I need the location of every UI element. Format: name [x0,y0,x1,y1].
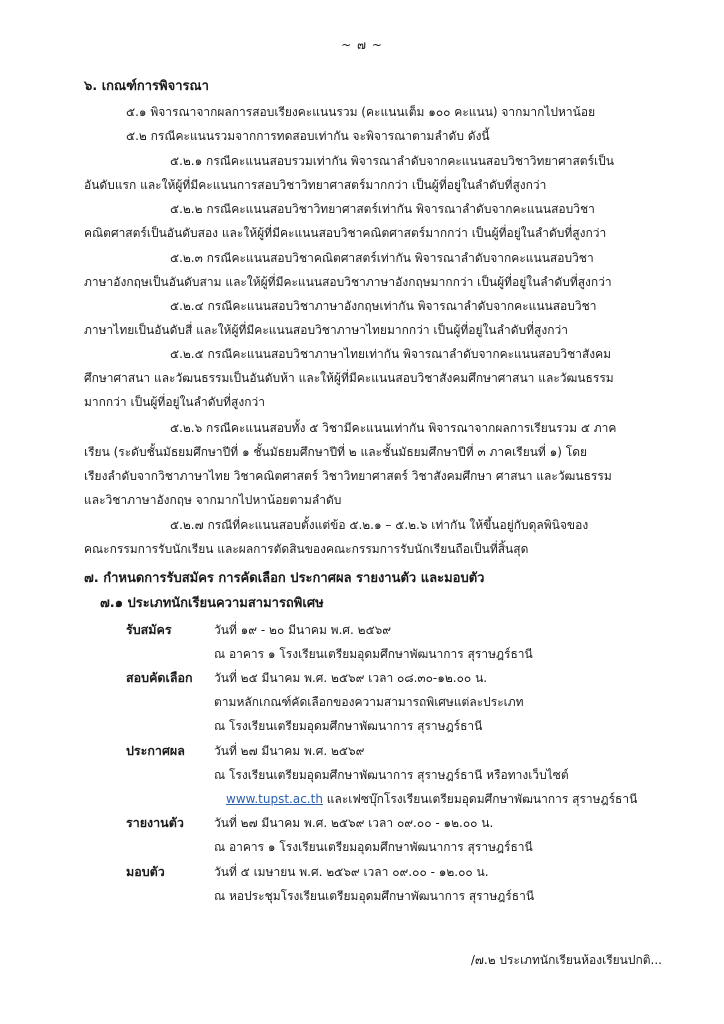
criterion-7-line-1: ๕.๒.๗ กรณีที่คะแนนสอบตั้งแต่ข้อ ๕.๒.๑ – ๕.๒.๖ เท่ากัน ให้ขึ้นอยู่กับดุลพินิจของ [170,518,589,532]
section-7-1-heading: ๗.๑ ประเภทนักเรียนความสามารถพิเศษ [100,596,324,611]
item-5-1: ๕.๑ พิจารณาจากผลการสอบเรียงคะแนนรวม (คะแนนเต็ม ๑๐๐ คะแนน) จากมากไปหาน้อย [126,105,596,119]
schedule-report-date: วันที่ ๒๗ มีนาคม พ.ศ. ๒๕๖๙ เวลา ๐๙.๐๐ - ๑๒.๐๐ น. [214,816,494,830]
schedule-report-place: ณ อาคาร ๑ โรงเรียนเตรียมอุดมศึกษาพัฒนาการ สุราษฎร์ธานี [214,840,533,854]
criterion-2-line-2: คณิตศาสตร์เป็นอันดับสอง และให้ผู้ที่มีคะแนนสอบวิชาคณิตศาสตร์มากกว่า เป็นผู้ที่อยู่ในลำดับที่สูงกว่า [84,226,607,240]
criterion-7-line-2: คณะกรรมการรับนักเรียน และผลการตัดสินของคณะกรรมการรับนักเรียนถือเป็นที่สิ้นสุด [84,542,529,556]
criterion-6-line-2: เรียน (ระดับชั้นมัธยมศึกษาปีที่ ๑ ชั้นมัธยมศึกษาปีที่ ๒ และชั้นมัธยมศึกษาปีที่ ๓ ภาคเรียนที่ ๑) โดย [84,445,588,459]
criterion-6-line-4: และวิชาภาษาอังกฤษ จากมากไปหาน้อยตามลำดับ [84,493,342,507]
criterion-6-line-3: เรียงลำดับจากวิชาภาษาไทย วิชาคณิตศาสตร์ วิชาวิทยาศาสตร์ วิชาสังคมศึกษา ศาสนา และวัฒนธรรม [84,469,612,483]
schedule-label-handover: มอบตัว [126,864,165,879]
page-number: ~ ๗ ~ [341,38,383,52]
schedule-exam-place: ณ โรงเรียนเตรียมอุดมศึกษาพัฒนาการ สุราษฎร์ธานี [214,719,483,733]
website-link[interactable]: www.tupst.ac.th [226,792,323,806]
schedule-exam-criteria: ตามหลักเกณฑ์คัดเลือกของความสามารถพิเศษแต่ละประเภท [214,695,524,709]
criterion-4-line-2: ภาษาไทยเป็นอันดับสี่ และให้ผู้ที่มีคะแนนสอบวิชาภาษาไทยมากกว่า เป็นผู้ที่อยู่ในลำดับที่สูงกว่า [84,323,568,337]
schedule-register-place: ณ อาคาร ๑ โรงเรียนเตรียมอุดมศึกษาพัฒนาการ สุราษฎร์ธานี [214,647,533,661]
schedule-announce-date: วันที่ ๒๗ มีนาคม พ.ศ. ๒๕๖๙ [214,744,365,758]
criterion-4-line-1: ๕.๒.๔ กรณีคะแนนสอบวิชาภาษาอังกฤษเท่ากัน พิจารณาลำดับจากคะแนนสอบวิชา [170,299,597,313]
criterion-6-line-1: ๕.๒.๖ กรณีคะแนนสอบทั้ง ๕ วิชามีคะแนนเท่ากัน พิจารณาจากผลการเรียนรวม ๕ ภาค [170,421,617,435]
section-6-heading: ๖. เกณฑ์การพิจารณา [84,79,209,94]
criterion-5-line-1: ๕.๒.๕ กรณีคะแนนสอบวิชาภาษาไทยเท่ากัน พิจารณาลำดับจากคะแนนสอบวิชาสังคม [170,347,612,361]
criterion-3-line-2: ภาษาอังกฤษเป็นอันดับสาม และให้ผู้ที่มีคะแนนสอบวิชาภาษาอังกฤษมากกว่า เป็นผู้ที่อยู่ในลำดับที่สูงกว่า [84,275,612,289]
schedule-announce-web-line [226,791,637,807]
website-rest: และเฟซบุ๊กโรงเรียนเตรียมอุดมศึกษาพัฒนาการ สุราษฎร์ธานี [322,792,638,806]
criterion-1-line-2: อันดับแรก และให้ผู้ที่มีคะแนนการสอบวิชาวิทยาศาสตร์มากกว่า เป็นผู้ที่อยู่ในลำดับที่สูงกว่า [84,178,547,192]
schedule-label-report: รายงานตัว [126,815,184,830]
criterion-5-line-2: ศึกษาศาสนา และวัฒนธรรมเป็นอันดับห้า และให้ผู้ที่มีคะแนนสอบวิชาสังคมศึกษาศาสนา และวัฒนธรรม [84,371,614,385]
continuation-note: /๗.๒ ประเภทนักเรียนห้องเรียนปกติ... [470,953,662,967]
schedule-register-date: วันที่ ๑๙ - ๒๐ มีนาคม พ.ศ. ๒๕๖๙ [214,623,392,637]
schedule-label-announce: ประกาศผล [126,743,185,758]
schedule-label-exam: สอบคัดเลือก [126,670,193,685]
criterion-2-line-1: ๕.๒.๒ กรณีคะแนนสอบวิชาวิทยาศาสตร์เท่ากัน พิจารณาลำดับจากคะแนนสอบวิชา [170,202,595,216]
schedule-announce-place: ณ โรงเรียนเตรียมอุดมศึกษาพัฒนาการ สุราษฎร์ธานี หรือทางเว็บไซต์ [214,768,569,782]
section-7-heading: ๗. กำหนดการรับสมัคร การคัดเลือก ประกาศผล รายงานตัว และมอบตัว [84,571,485,586]
schedule-handover-place: ณ หอประชุมโรงเรียนเตรียมอุดมศึกษาพัฒนาการ สุราษฎร์ธานี [214,889,535,903]
criterion-3-line-1: ๕.๒.๓ กรณีคะแนนสอบวิชาคณิตศาสตร์เท่ากัน พิจารณาลำดับจากคะแนนสอบวิชา [170,251,594,265]
criterion-5-line-3: มากกว่า เป็นผู้ที่อยู่ในลำดับที่สูงกว่า [84,395,265,409]
schedule-label-register: รับสมัคร [126,622,172,637]
criterion-1-line-1: ๕.๒.๑ กรณีคะแนนสอบรวมเท่ากัน พิจารณาลำดับจากคะแนนสอบวิชาวิทยาศาสตร์เป็น [170,154,614,168]
item-5-2: ๕.๒ กรณีคะแนนรวมจากการทดสอบเท่ากัน จะพิจารณาตามลำดับ ดังนี้ [126,129,490,143]
schedule-exam-date: วันที่ ๒๕ มีนาคม พ.ศ. ๒๕๖๙ เวลา ๐๘.๓๐-๑๒.๐๐ น. [214,671,488,685]
schedule-handover-date: วันที่ ๕ เมษายน พ.ศ. ๒๕๖๙ เวลา ๐๙.๐๐ - ๑๒.๐๐ น. [214,865,489,879]
